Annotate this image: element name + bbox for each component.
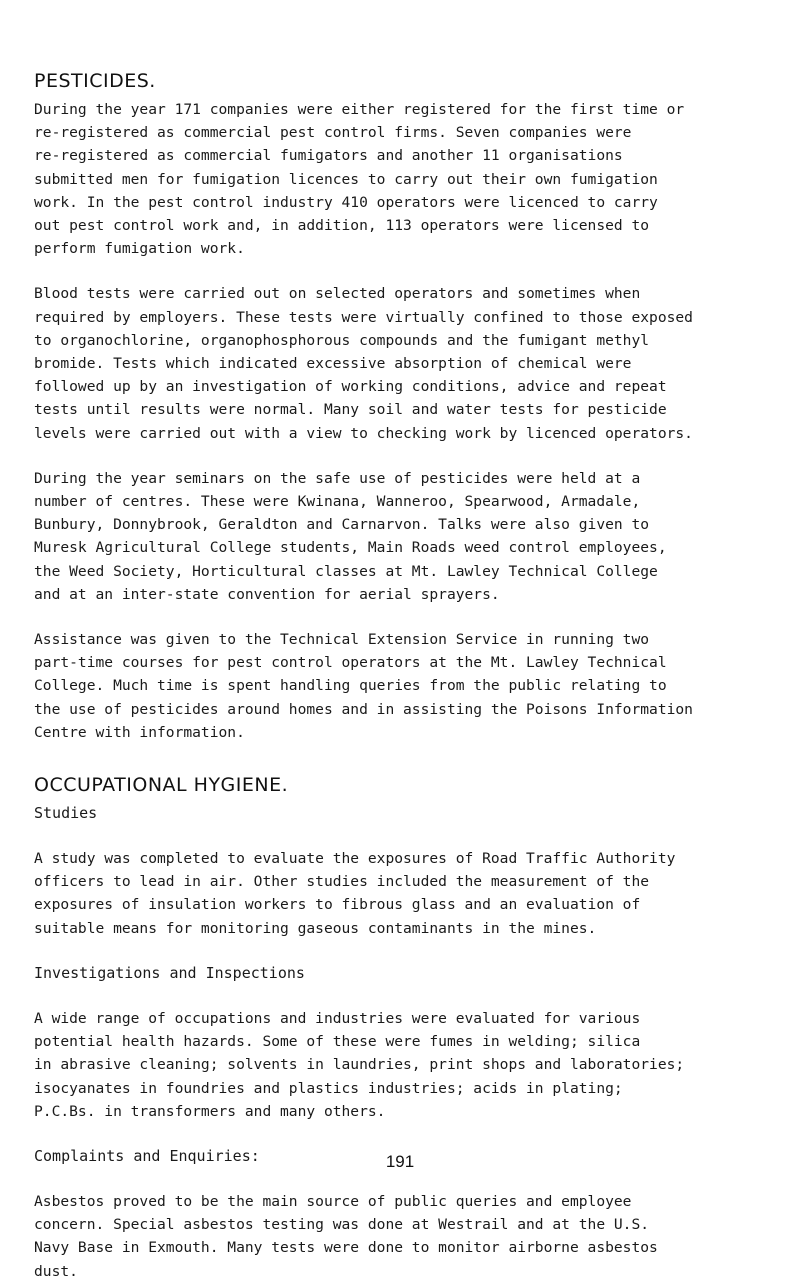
investigations-paragraph: A wide range of occupations and industries were evaluated for various potential health hazards. Some of these were fumes in welding; silica in abrasive cleaning; solvents in laundries, print shops and laboratories; isocyanates in foundries and plastics industries; acids in plating; P.C.Bs. in transformers and many others.	[34, 1009, 685, 1120]
section-heading-pesticides: PESTICIDES.	[34, 70, 156, 92]
pesticides-paragraph-2: Blood tests were carried out on selected operators and sometimes when required by employers. These tests were virtually confined to those exposed to organochlorine, organophosphorous compounds and the fumigant methyl bromide. Tests which indicated excessive absorption of chemical were followed up by an investigation of working conditions, advice and repeat tests until results were normal. Many soil and water tests for pesticide levels were carried out with a view to checking work by licenced operators.	[34, 285, 693, 442]
spacer	[34, 940, 774, 962]
spacer	[34, 744, 774, 774]
spacer	[34, 825, 774, 847]
spacer	[34, 445, 774, 467]
subsection-title-complaints: Complaints and Enquiries:	[34, 1146, 260, 1165]
spacer	[34, 606, 774, 628]
spacer	[34, 985, 774, 1007]
section-heading-occupational-hygiene: OCCUPATIONAL HYGIENE.	[34, 774, 289, 797]
subsection-title-studies: Studies	[34, 804, 98, 823]
subsection-title-investigations: Investigations and Inspections	[34, 963, 305, 982]
complaints-paragraph: Asbestos proved to be the main source of public queries and employee concern. Special asbestos testing was done at Westrail and at the U.S. Navy Base in Exmouth. Many tests were done to monitor airborne asbestos dust.	[34, 1192, 658, 1280]
spacer	[34, 260, 774, 282]
pesticides-paragraph-1: During the year 171 companies were either registered for the first time or re-registered as commercial pest control firms. Seven companies were re-registered as commercial fumigators and another 11 organisations submitted men for fumigation licences to carry out their own fumigation work. In the pest control industry 410 operators were licenced to carry out pest control work and, in addition, 113 operators were licensed to perform fumigation work.	[34, 101, 685, 258]
pesticides-paragraph-4: Assistance was given to the Technical Extension Service in running two part-time courses for pest control operators at the Mt. Lawley Technical College. Much time is spent handling queries from the public relating to the use of pesticides around homes and in assisting the Poisons Information Centre with information.	[34, 631, 693, 741]
page-number: 191	[385, 1152, 415, 1171]
spacer	[34, 1123, 774, 1145]
pesticides-paragraph-3: During the year seminars on the safe use of pesticides were held at a number of centres. These were Kwinana, Wanneroo, Spearwood, Armadale, Bunbury, Donnybrook, Geraldton and Carnarvon. Talks were also given to Muresk Agricultural College students, Main Roads weed control employees, the Weed Society, Horticultural classes at Mt. Lawley Technical College and at an inter-state convention for aerial sprayers.	[34, 469, 667, 603]
document-page	[34, 70, 774, 1283]
studies-paragraph: A study was completed to evaluate the exposures of Road Traffic Authority officers to lead in air. Other studies included the measurement of the exposures of insulation workers to fibrous glass and an evaluation of suitable means for monitoring gaseous contaminants in the mines.	[34, 850, 676, 937]
